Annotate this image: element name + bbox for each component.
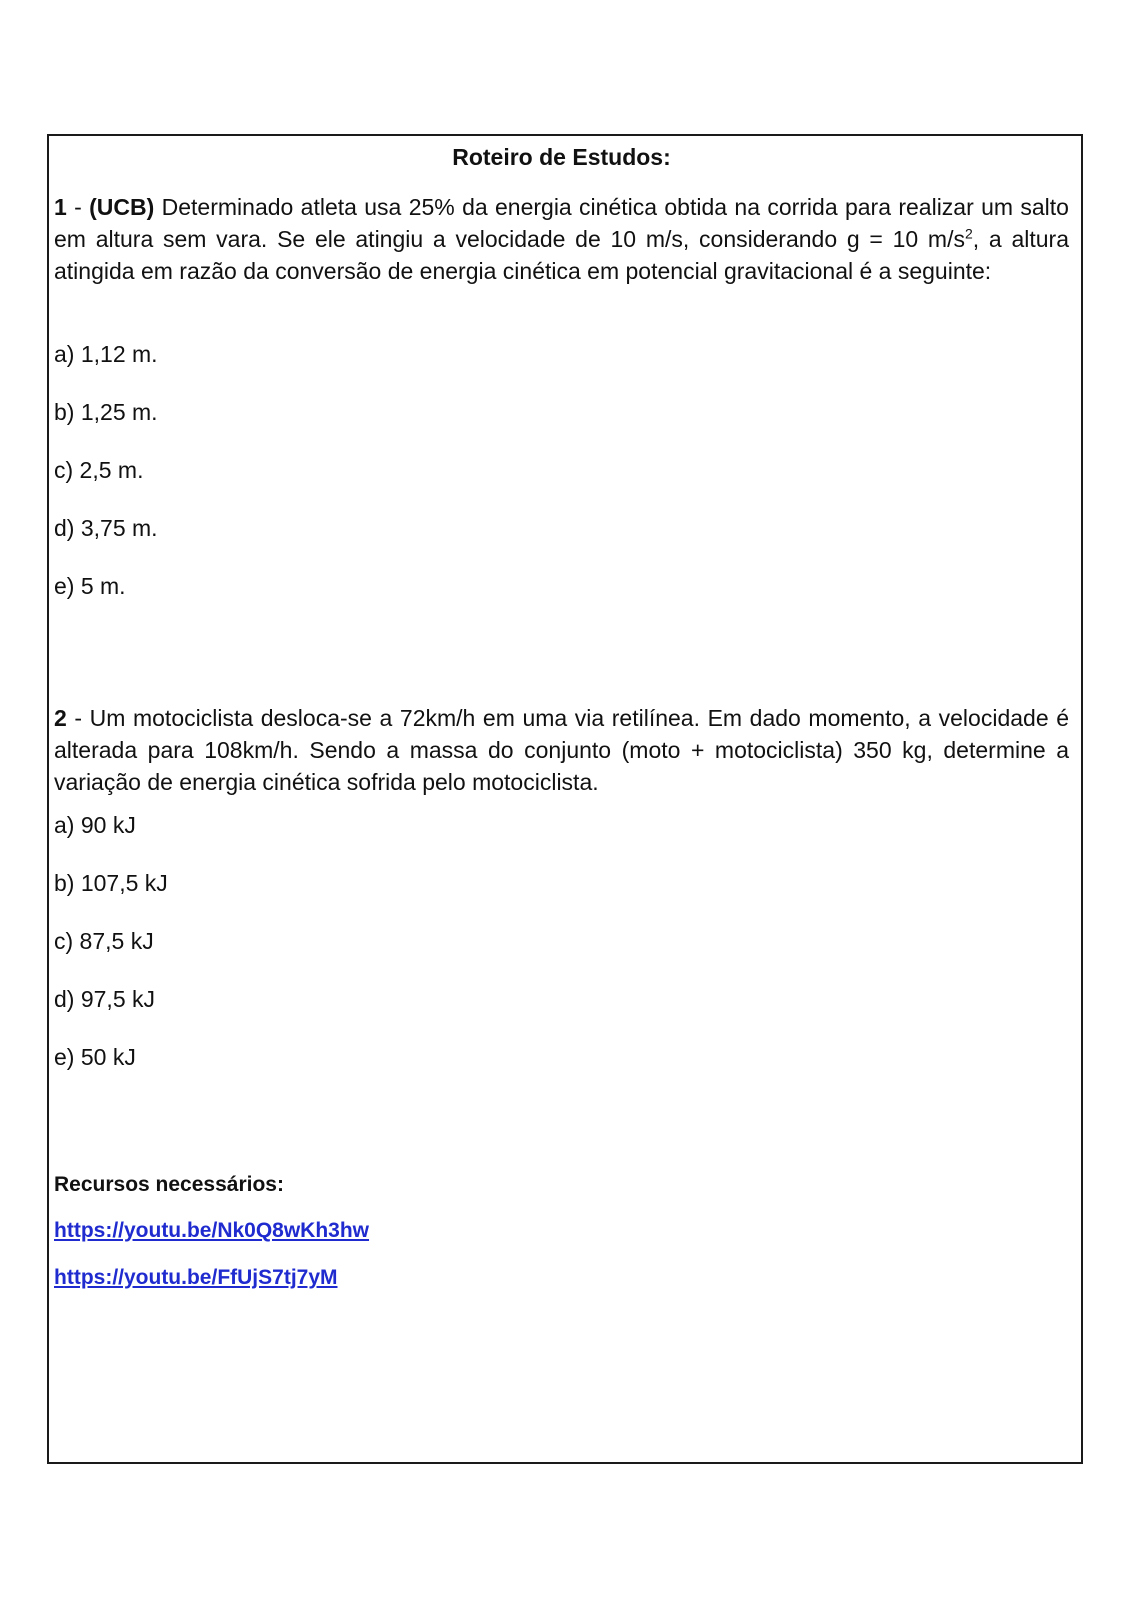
question-2-number: 2	[54, 705, 67, 731]
question-2-option-d: d) 97,5 kJ	[54, 986, 155, 1012]
question-1-body-a: Determinado atleta usa 25% da energia cinética obtida na corrida para realizar um salto em altura sem vara. Se ele atingiu a velocidade de 10 m/s, considerando g = 10 m/s	[54, 194, 1069, 252]
resources-title: Recursos necessários:	[54, 1173, 284, 1196]
question-1-option-a: a) 1,12 m.	[54, 341, 158, 367]
question-2-option-c: c) 87,5 kJ	[54, 928, 154, 954]
page-title: Roteiro de Estudos:	[452, 144, 671, 170]
question-1-option-b: b) 1,25 m.	[54, 399, 158, 425]
question-1-body-b: , a altura atingida em razão da conversão de energia cinética em potencial gravitacional é a seguinte:	[54, 226, 1069, 284]
question-2-option-e: e) 50 kJ	[54, 1044, 136, 1070]
question-1-text	[54, 191, 1069, 287]
question-2-text	[54, 702, 1069, 798]
question-1-number: 1	[54, 194, 67, 220]
question-1-option-e: e) 5 m.	[54, 573, 126, 599]
question-2-body: - Um motociclista desloca-se a 72km/h em uma via retilínea. Em dado momento, a velocidade é alterada para 108km/h. Sendo a massa do conjunto (moto + motociclista) 350 kg, determine a variação de energia cinética sofrida pelo motociclista.	[54, 705, 1069, 795]
question-2-option-a: a) 90 kJ	[54, 812, 136, 838]
question-1-exponent: 2	[964, 225, 973, 242]
question-2-option-b: b) 107,5 kJ	[54, 870, 168, 896]
document-frame	[47, 134, 1083, 1464]
resource-link-2[interactable]: https://youtu.be/FfUjS7tj7yM	[54, 1266, 338, 1289]
question-1-separator: -	[66, 194, 90, 220]
resource-link-1[interactable]: https://youtu.be/Nk0Q8wKh3hw	[54, 1219, 370, 1242]
question-1-option-c: c) 2,5 m.	[54, 457, 144, 483]
question-1-option-d: d) 3,75 m.	[54, 515, 158, 541]
question-1-source: (UCB)	[89, 194, 155, 220]
